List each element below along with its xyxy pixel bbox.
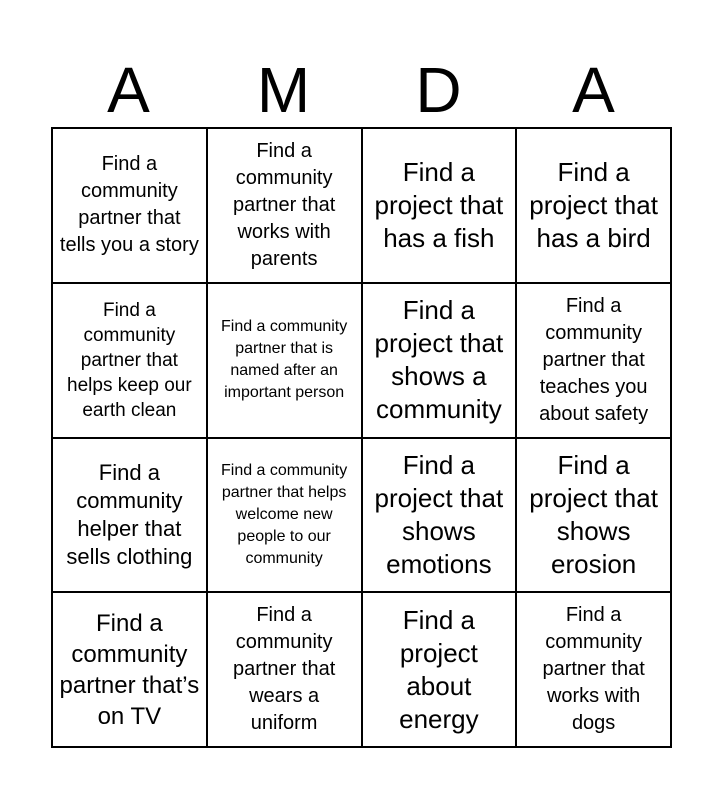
bingo-cell-text: Find a project that shows erosion [529,449,658,579]
bingo-grid [51,127,672,748]
header-letter-d: D [415,54,462,126]
bingo-cell[interactable] [208,129,363,284]
bingo-cell-text: Find a project that shows a community [374,295,504,425]
bingo-cell-text: Find a community helper that sells clothing [66,459,193,569]
bingo-cell-text: Find a community partner that works with parents [232,139,336,270]
bingo-cell-text: Find a project that shows emotions [374,449,504,579]
bingo-cell[interactable] [517,439,672,594]
header-letter-a-1: A [107,54,150,126]
bingo-cell-text: Find a project about energy [399,604,479,734]
bingo-cell-text: Find a community partner that wears a uniform [232,604,336,735]
bingo-cell[interactable] [208,439,363,594]
header-letter-m: M [256,54,311,126]
bingo-cell-text: Find a community partner that helps welcome new people to our community [220,461,348,567]
bingo-cell[interactable] [208,284,363,439]
bingo-cell-text: Find a community partner that works with dogs [542,604,645,735]
bingo-cell[interactable] [517,129,672,284]
bingo-cell[interactable] [53,284,208,439]
bingo-cell[interactable] [363,593,518,748]
bingo-cell[interactable] [517,284,672,439]
bingo-cell[interactable] [53,593,208,748]
bingo-cell-text: Find a community partner that tells you a story [59,153,199,257]
bingo-cell[interactable] [363,284,518,439]
bingo-cell[interactable] [53,439,208,594]
bingo-header [51,52,671,128]
bingo-cell-text: Find a community partner that teaches you about safety [539,294,649,425]
bingo-cell[interactable] [363,439,518,594]
bingo-cell-text: Find a community partner that is named after an important person [220,318,348,402]
bingo-cell-text: Find a project that has a fish [374,156,504,253]
bingo-cell[interactable] [53,129,208,284]
bingo-cell-text: Find a project that has a bird [529,156,658,253]
bingo-cell[interactable] [363,129,518,284]
bingo-cell-text: Find a community partner that’s on TV [59,609,200,730]
bingo-cell[interactable] [208,593,363,748]
bingo-cell-text: Find a community partner that helps keep our earth clean [67,299,192,421]
bingo-cell[interactable] [517,593,672,748]
header-letter-a-2: A [572,54,615,126]
